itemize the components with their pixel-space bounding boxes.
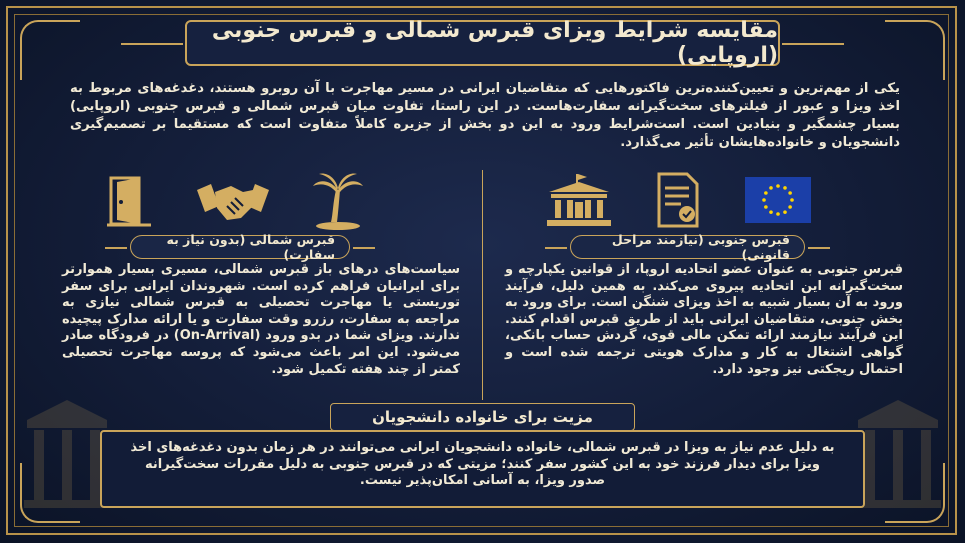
eu-star bbox=[783, 210, 787, 214]
pillars-decoration bbox=[853, 400, 943, 510]
north-icons bbox=[105, 172, 365, 230]
door-icon bbox=[105, 174, 155, 228]
north-cyprus-label: قبرس شمالی (بدون نیاز به سفارت) bbox=[130, 235, 350, 259]
eu-star bbox=[762, 198, 766, 202]
eu-star bbox=[783, 186, 787, 190]
handshake-icon bbox=[197, 176, 269, 226]
column-divider bbox=[482, 170, 483, 400]
eu-star bbox=[776, 212, 780, 216]
eu-star bbox=[788, 205, 792, 209]
eu-flag-icon bbox=[745, 177, 811, 223]
eu-star bbox=[769, 210, 773, 214]
corner-ornament bbox=[20, 20, 80, 80]
eu-star bbox=[790, 198, 794, 202]
south-cyprus-text: قبرس جنوبی به عنوان عضو اتحادیه اروپا، از قوانین یکپارچه و سخت‌گیرانه این اتحادیه پیروی می‌کند. به همین دلیل، فرآیند ورود به آن بسیار شبیه به اخذ ویزای شنگن است. برای ورود به بخش جنوبی، متقاضیان ایرانی باید از طریق قبرس اقدام کنند. این فرآیند نیازمند ارائه تمکن مالی قوی، گردش حساب بانکی، گواهی اشتغال به کار و مدارک هویتی ترجمه شده است و احتمال ریجکتی نیز وجود دارد. bbox=[505, 262, 903, 377]
eu-star bbox=[764, 205, 768, 209]
south-cyprus-label: قبرس جنوبی (نیازمند مراحل قانونی) bbox=[570, 235, 805, 259]
eu-star bbox=[769, 186, 773, 190]
eu-star bbox=[764, 191, 768, 195]
embassy-building-icon bbox=[545, 172, 613, 228]
benefit-title-banner bbox=[330, 403, 635, 431]
eu-star bbox=[776, 184, 780, 188]
palm-tree-icon bbox=[311, 172, 365, 230]
south-icons bbox=[545, 172, 811, 228]
document-icon bbox=[655, 172, 703, 228]
north-cyprus-text: سیاست‌های درهای باز قبرس شمالی، مسیری بسیار هموارتر برای ایرانیان فراهم کرده است. شهروندان ایرانی برای سفر توریستی یا مهاجرت تحصیلی به قبرس شمالی نیازی به مراجعه به سفارت، رزرو وقت سفارت و یا ارائه مدارک پیچیده ندارند. ویزای شما در بدو ورود (On-Arrival) در فرودگاه صادر می‌شود. این امر باعث می‌شود که پروسه مهاجرت تحصیلی کمتر از چند هفته تکمیل شود. bbox=[62, 262, 460, 377]
corner-ornament bbox=[885, 20, 945, 80]
title-banner bbox=[185, 20, 780, 66]
benefit-title: مزیت برای خانواده دانشجویان bbox=[372, 408, 593, 426]
pillars-decoration bbox=[22, 400, 112, 510]
intro-paragraph: یکی از مهم‌ترین و تعیین‌کننده‌ترین فاکتورهایی که متقاضیان ایرانی در مسیر مهاجرت با آن روبرو هستند، دغدغه‌های مربوط به اخذ ویزا و عبور از فیلترهای سخت‌گیرانه سفارت‌هاست. در این راستا، تفاوت میان قبرس شمالی و قبرس جنوبی (اروپایی) بسیار چشمگیر و بنیادین است. است‌شرایط ورود به این دو بخش از جزیره کاملاً متفاوت است که مستقیما بر تصمیم‌گیری دانشجویان و خانواده‌هایشان تأثیر می‌گذارد. bbox=[70, 81, 900, 150]
eu-star bbox=[788, 191, 792, 195]
page-title: مقایسه شرایط ویزای قبرس شمالی و قبرس جنوبی (اروپایی) bbox=[211, 18, 778, 68]
benefit-text: به دلیل عدم نیاز به ویزا در قبرس شمالی، خانواده دانشجویان ایرانی می‌توانند در هر زمان بدون دغدغه‌های اخذ ویزا برای دیدار فرزند خود به این کشور سفر کنند؛ مزیتی که در قبرس جنوبی به دلیل مقررات سخت‌گیرانه صدور ویزا، به آسانی امکان‌پذیر نیست. bbox=[130, 440, 835, 489]
